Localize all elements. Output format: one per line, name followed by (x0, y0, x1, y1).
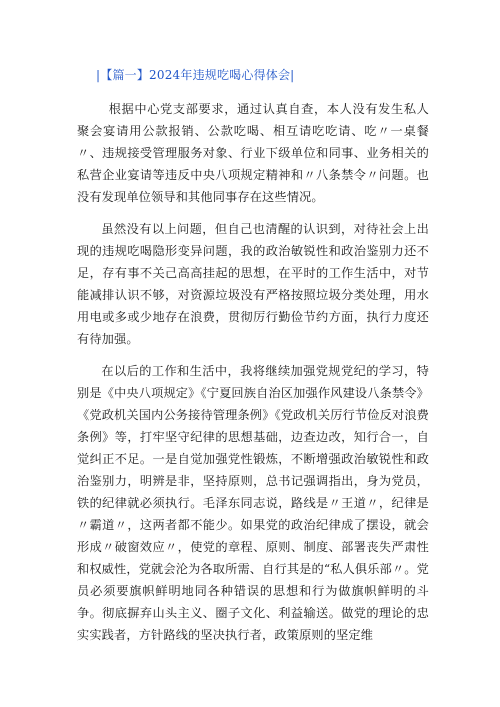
paragraph-shortcomings: 虽然没有以上问题，但自己也清醒的认识到，对待社会上出现的违规吃喝隐形变异问题，我的政治敏锐性和政治鉴别力还不足，存有事不关己高高挂起的思想，在平时的工作生活中，对节能减排认识不够，对资源垃圾没有严格按照垃圾分类处理，用水用电或多或少地存在浪费，贯彻厉行勤俭节约方面，执行力度还有待加强。 (77, 222, 429, 346)
paragraph-future-plans: 在以后的工作和生活中，我将继续加强党规党纪的学习，特别是《中央八项规定》《宁夏回族自治区加强作风建设八条禁令》《党政机关国内公务接待管理条例》《党政机关厉行节俭反对浪费条例》等，打牢坚守纪律的思想基础，边查边改，知行合一，自觉纠正不足。一是自觉加强党性锻炼，不断增强政治敏锐性和政治鉴别力，明辨是非，坚持原则，总书记强调指出，身为党员，铁的纪律就必须执行。毛泽东同志说，路线是〃王道〃，纪律是〃霸道〃，这两者都不能少。如果党的政治纪律成了摆设，就会形成〃破窗效应〃，使党的章程、原则、制度、部署丧失严肃性和权威性，党就会沦为各取所需、自行其是的“私人俱乐部〃。党员必须要旗帜鲜明地同各种错误的思想和行为做旗帜鲜明的斗争。彻底摒弃山头主义、圈子文化、利益输送。做党的理论的忠实实践者，方针路线的坚决执行者，政策原则的坚定维 (77, 364, 429, 642)
document-body (77, 98, 429, 656)
paragraph-self-inspection: 根据中心党支部要求，通过认真自查，本人没有发生私人聚会宴请用公款报销、公款吃喝、相互请吃吃请、吃〃一桌餐〃、违规接受管理服务对象、行业下级单位和同事、业务相关的私营企业宴请等违反中央八项规定精神和〃八条禁令〃问题。也没有发现单位领导和其他同事存在这些情况。 (77, 102, 429, 204)
document-title[interactable]: |【篇一】2024年违规吃喝心得体会| (96, 68, 295, 82)
